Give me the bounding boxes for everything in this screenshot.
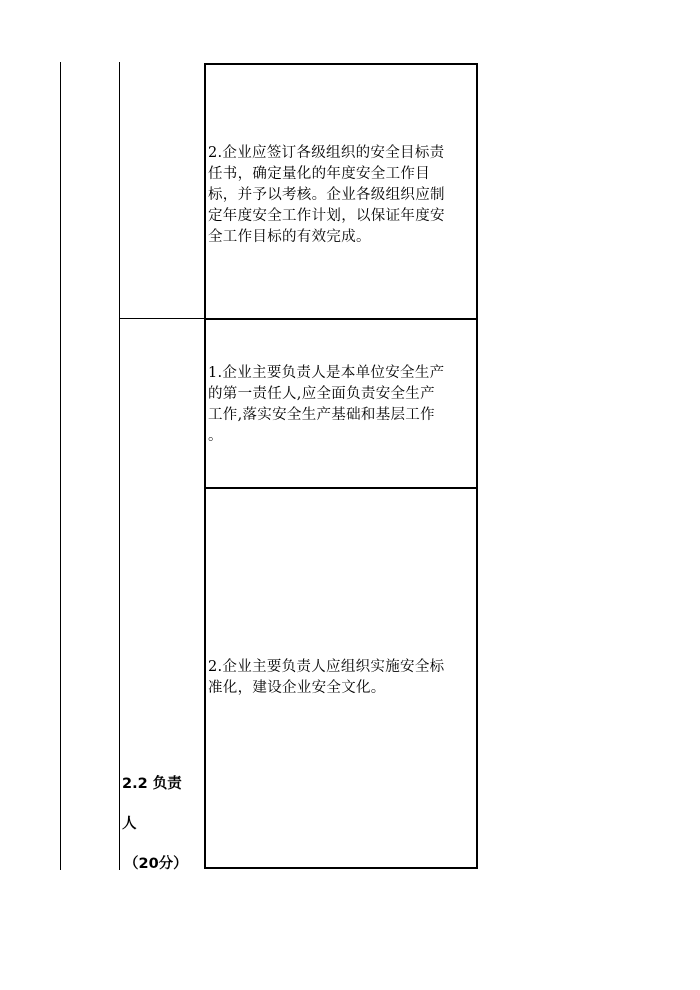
table-cell-content: 2.企业主要负责人应组织实施安全标 准化，建设企业安全文化。 xyxy=(208,659,445,696)
content-bottom-border xyxy=(204,867,478,869)
section-label-score: （20分） xyxy=(124,856,188,872)
content-column-left-border xyxy=(204,63,206,868)
row-separator-section xyxy=(119,318,206,319)
table-cell-content: 2.企业应签订各级组织的安全目标责 任书，确定量化的年度安全工作目 标，并予以考核。企业各级组织应制 定年度安全工作计划，以保证年度安 全工作目标的有效完成。 xyxy=(208,145,445,245)
section-label-line2: 人 xyxy=(122,816,137,832)
column-divider-section xyxy=(119,62,120,870)
section-label xyxy=(122,754,202,894)
content-top-border xyxy=(204,63,478,65)
table-cell-content: 1.企业主要负责人是本单位安全生产 的第一责任人,应全面负责安全生产 工作,落实安全生产基础和基层工作 。 xyxy=(208,365,445,444)
row-separator-content-1 xyxy=(204,318,478,320)
section-label-line1: 2.2 负责 xyxy=(122,776,182,792)
row-separator-content-2 xyxy=(204,487,478,489)
table-left-border xyxy=(60,62,61,870)
